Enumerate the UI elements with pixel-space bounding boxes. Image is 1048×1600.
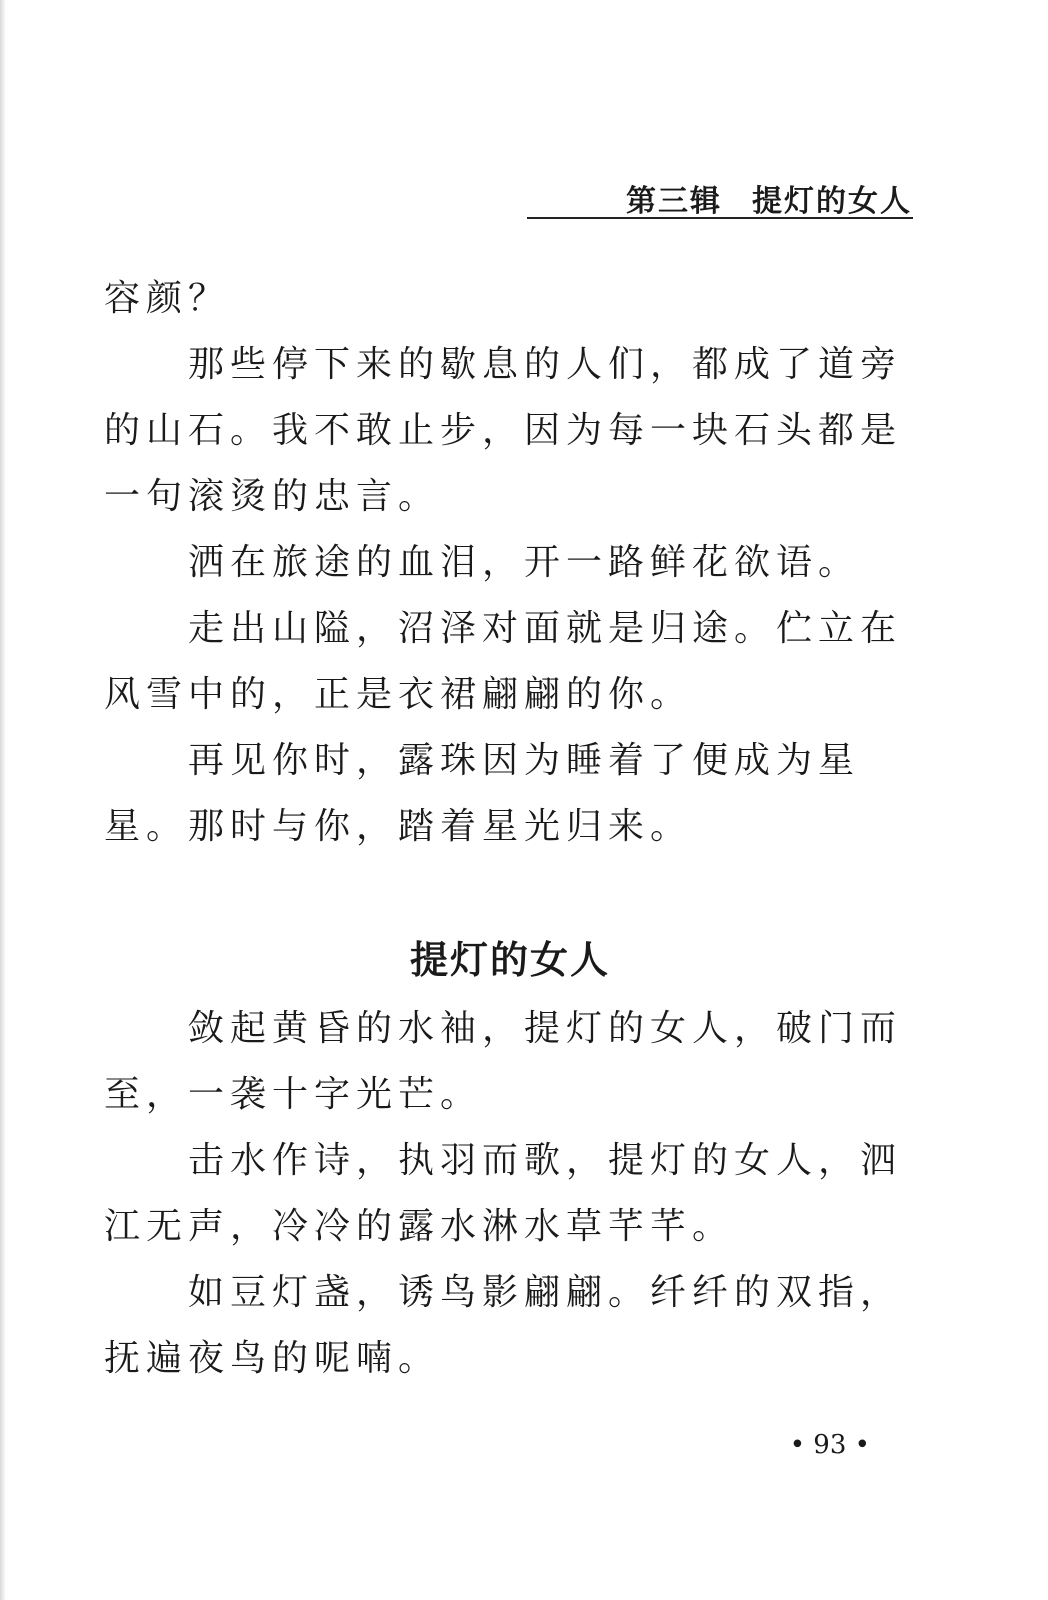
paragraph-1: 容颜？ [104,278,231,319]
paragraph-4: 走出山隘，沼泽对面就是归途。伫立在风雪中的，正是衣裙翩翩的你。 [104,608,903,715]
header-section: 第三辑 [626,184,722,219]
section-title: 提灯的女人 [409,937,610,982]
paragraph-3: 洒在旅途的血泪，开一路鲜花欲语。 [188,542,861,583]
paragraph-2: 那些停下来的歇息的人们，都成了道旁的山石。我不敢止步，因为每一块石头都是一句滚烫的忠言。 [104,344,903,517]
paragraph-8: 如豆灯盏，诱鸟影翩翩。纤纤的双指，抚遍夜鸟的呢喃。 [104,1272,903,1379]
paragraph-7: 击水作诗，执羽而歌，提灯的女人，泗江无声，冷冷的露水淋水草芊芊。 [104,1140,903,1247]
header-title: 提灯的女人 [752,184,912,219]
header-rule [527,217,913,219]
page-edge-shadow [0,0,6,1600]
body-text [104,266,916,1392]
paragraph-6: 敛起黄昏的水袖，提灯的女人，破门而至，一袭十字光芒。 [104,1008,903,1115]
running-header [626,176,912,220]
paragraph-5: 再见你时，露珠因为睡着了便成为星星。那时与你，踏着星光归来。 [104,740,861,847]
page-number: • 93 • [789,1430,870,1460]
